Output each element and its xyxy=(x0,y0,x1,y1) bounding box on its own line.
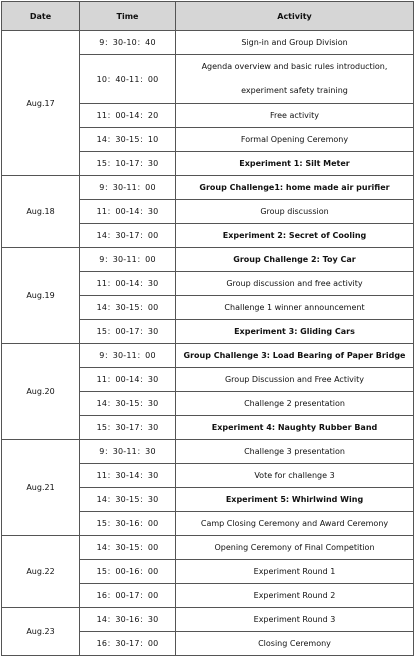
date-cell: Aug.20 xyxy=(2,344,80,440)
time-cell: 14：30-15：00 xyxy=(80,536,176,560)
activity-cell: Challenge 1 winner announcement xyxy=(176,296,414,320)
activity-cell: Experiment Round 3 xyxy=(176,608,414,632)
time-cell: 9：30-11：30 xyxy=(80,440,176,464)
time-cell: 11：00-14：30 xyxy=(80,368,176,392)
time-cell: 15：30-16：00 xyxy=(80,512,176,536)
activity-cell: Experiment Round 2 xyxy=(176,584,414,608)
time-cell: 16：30-17：00 xyxy=(80,632,176,656)
date-cell: Aug.17 xyxy=(2,31,80,176)
activity-cell: Experiment 4: Naughty Rubber Band xyxy=(176,416,414,440)
time-cell: 11：00-14：20 xyxy=(80,104,176,128)
activity-cell: Experiment 5: Whirlwind Wing xyxy=(176,488,414,512)
activity-cell: Experiment Round 1 xyxy=(176,560,414,584)
activity-cell: Experiment 1: Silt Meter xyxy=(176,152,414,176)
activity-cell: Opening Ceremony of Final Competition xyxy=(176,536,414,560)
header-row xyxy=(2,2,414,31)
table-row xyxy=(2,176,414,200)
time-cell: 16：00-17：00 xyxy=(80,584,176,608)
date-cell: Aug.19 xyxy=(2,248,80,344)
activity-cell: Group Challenge1: home made air purifier xyxy=(176,176,414,200)
table-row xyxy=(2,248,414,272)
time-cell: 14：30-16：30 xyxy=(80,608,176,632)
activity-cell: Agenda overview and basic rules introduction, experiment safety training xyxy=(176,55,414,104)
activity-cell: Challenge 3 presentation xyxy=(176,440,414,464)
table-row xyxy=(2,608,414,632)
activity-cell: Free activity xyxy=(176,104,414,128)
date-cell: Aug.22 xyxy=(2,536,80,608)
activity-cell: Challenge 2 presentation xyxy=(176,392,414,416)
time-cell: 14：30-15：30 xyxy=(80,488,176,512)
activity-cell: Formal Opening Ceremony xyxy=(176,128,414,152)
header-activity: Activity xyxy=(176,2,414,31)
table-row xyxy=(2,536,414,560)
time-cell: 15：30-17：30 xyxy=(80,416,176,440)
time-cell: 14：30-15：10 xyxy=(80,128,176,152)
activity-cell: Closing Ceremony xyxy=(176,632,414,656)
activity-cell: Experiment 2: Secret of Cooling xyxy=(176,224,414,248)
date-cell: Aug.21 xyxy=(2,440,80,536)
time-cell: 9：30-11：00 xyxy=(80,248,176,272)
schedule-body xyxy=(2,31,414,656)
time-cell: 11：00-14：30 xyxy=(80,272,176,296)
time-cell: 14：30-15：00 xyxy=(80,296,176,320)
time-cell: 14：30-15：30 xyxy=(80,392,176,416)
time-cell: 15：00-16：00 xyxy=(80,560,176,584)
date-cell: Aug.18 xyxy=(2,176,80,248)
time-cell: 14：30-17：00 xyxy=(80,224,176,248)
date-cell: Aug.23 xyxy=(2,608,80,656)
activity-cell: Camp Closing Ceremony and Award Ceremony xyxy=(176,512,414,536)
time-cell: 15：00-17：30 xyxy=(80,320,176,344)
time-cell: 9：30-11：00 xyxy=(80,344,176,368)
activity-cell: Sign-in and Group Division xyxy=(176,31,414,55)
activity-cell: Group Discussion and Free Activity xyxy=(176,368,414,392)
time-cell: 9：30-11：00 xyxy=(80,176,176,200)
header-time: Time xyxy=(80,2,176,31)
time-cell: 15：10-17：30 xyxy=(80,152,176,176)
activity-cell: Group Challenge 2: Toy Car xyxy=(176,248,414,272)
schedule-table xyxy=(1,1,414,656)
table-row xyxy=(2,344,414,368)
header-date: Date xyxy=(2,2,80,31)
activity-cell: Experiment 3: Gliding Cars xyxy=(176,320,414,344)
time-cell: 10：40-11：00 xyxy=(80,55,176,104)
time-cell: 11：30-14：30 xyxy=(80,464,176,488)
activity-cell: Group Challenge 3: Load Bearing of Paper Bridge xyxy=(176,344,414,368)
activity-cell: Group discussion and free activity xyxy=(176,272,414,296)
time-cell: 9：30-10：40 xyxy=(80,31,176,55)
activity-cell: Vote for challenge 3 xyxy=(176,464,414,488)
activity-cell: Group discussion xyxy=(176,200,414,224)
table-row xyxy=(2,440,414,464)
time-cell: 11：00-14：30 xyxy=(80,200,176,224)
table-row xyxy=(2,31,414,55)
